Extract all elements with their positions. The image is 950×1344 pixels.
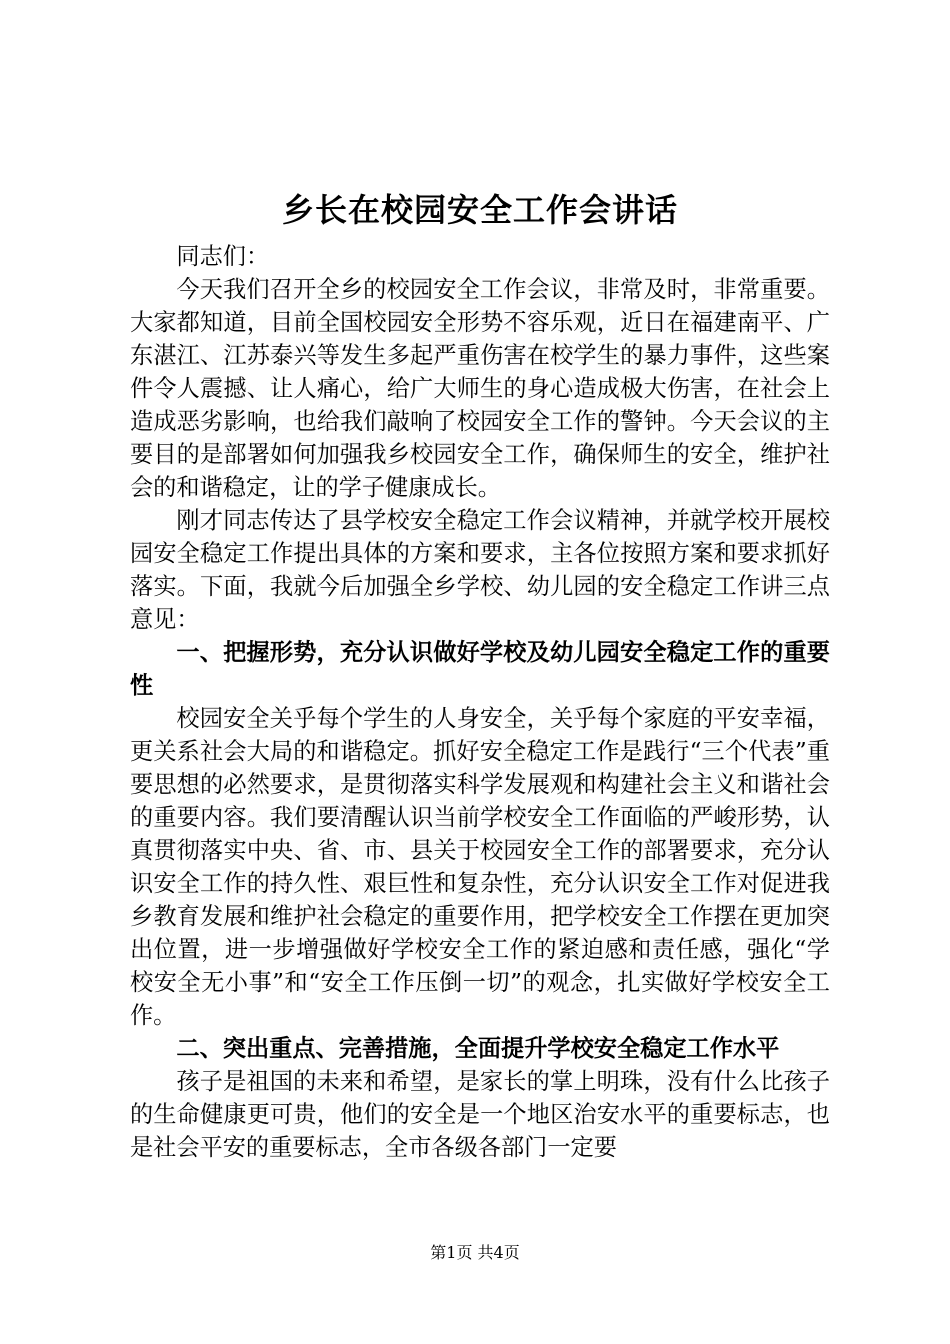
paragraph-section-1: 校园安全关乎每个学生的人身安全，关乎每个家庭的平安幸福，更关系社会大局的和谐稳定。抓好安全稳定工作是践行“三个代表”重要思想的必然要求，是贯彻落实科学发展观和构建社会主义和谐社会的重要内容。我们要清醒认识当前学校安全工作面临的严峻形势，认真贯彻落实中央、省、市、县关于校园安全工作的部署要求，充分认识安全工作的持久性、艰巨性和复杂性，充分认识安全工作对促进我乡教育发展和维护社会稳定的重要作用，把学校安全工作摆在更加突出位置，进一步增强做好学校安全工作的紧迫感和责任感，强化“学校安全无小事”和“安全工作压倒一切”的观念，扎实做好学校安全工作。 — [130, 705, 830, 1029]
page-number-footer: 第1页 共4页 — [430, 1243, 520, 1262]
paragraph-outline: 刚才同志传达了县学校安全稳定工作会议精神，并就学校开展校园安全稳定工作提出具体的方案和要求，主各位按照方案和要求抓好落实。下面，我就今后加强全乡学校、幼儿园的安全稳定工作讲三点意见： — [130, 507, 830, 633]
document-page — [130, 180, 830, 1164]
salutation: 同志们： — [176, 243, 270, 270]
section-heading-1: 一、把握形势，充分认识做好学校及幼儿园安全稳定工作的重要性 — [130, 639, 830, 699]
document-title: 乡长在校园安全工作会讲话 — [281, 191, 678, 229]
paragraph-section-2: 孩子是祖国的未来和希望，是家长的掌上明珠，没有什么比孩子的生命健康更可贵，他们的安全是一个地区治安水平的重要标志，也是社会平安的重要标志，全市各级各部门一定要 — [130, 1068, 830, 1161]
paragraph-intro: 今天我们召开全乡的校园安全工作会议，非常及时，非常重要。大家都知道，目前全国校园安全形势不容乐观，近日在福建南平、广东湛江、江苏泰兴等发生多起严重伤害在校学生的暴力事件，这些案件令人震撼、让人痛心，给广大师生的身心造成极大伤害，在社会上造成恶劣影响，也给我们敲响了校园安全工作的警钟。今天会议的主要目的是部署如何加强我乡校园安全工作，确保师生的安全，维护社会的和谐稳定，让的学子健康成长。 — [130, 276, 830, 501]
section-heading-2: 二、突出重点、完善措施，全面提升学校安全稳定工作水平 — [176, 1035, 780, 1062]
